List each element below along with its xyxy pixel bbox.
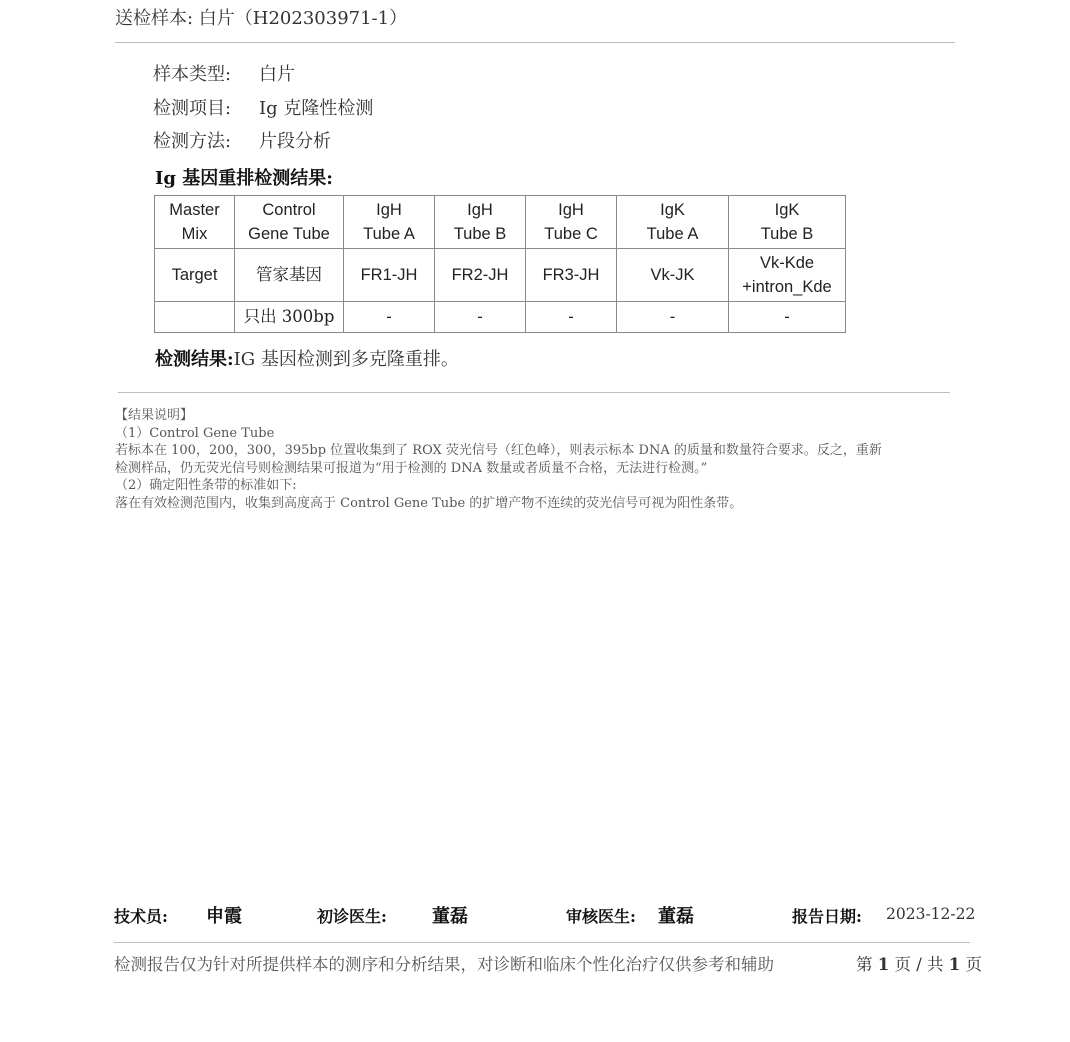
header-cell: IgK Tube B (729, 196, 846, 249)
table-cell: Vk-JK (617, 249, 729, 302)
section-divider (118, 392, 950, 393)
conclusion-text: IG 基因检测到多克隆重排。 (233, 349, 459, 370)
current-page: 1 (877, 955, 890, 974)
initial-doctor-name: 董磊 (432, 906, 468, 927)
info-row-test-method (153, 127, 331, 153)
table-cell: FR2-JH (435, 249, 526, 302)
footer-disclaimer: 检测报告仅为针对所提供样本的测序和分析结果，对诊断和临床个性化治疗仅供参考和辅助 (114, 955, 774, 974)
results-section-title: Ig 基因重排检测结果: (155, 168, 333, 189)
sample-type-label: 样本类型: (153, 64, 232, 85)
table-cell: Target (155, 249, 235, 302)
total-pages: 1 (948, 955, 961, 974)
header-divider (115, 42, 955, 43)
table-cell: - (729, 302, 846, 333)
technician-name: 申霞 (206, 906, 242, 927)
conclusion-label: 检测结果: (155, 349, 234, 370)
table-cell: 管家基因 (235, 249, 344, 302)
table-cell: - (617, 302, 729, 333)
info-row-sample-type (153, 60, 295, 86)
result-notes (115, 407, 882, 512)
notes-line: 检测样品，仍无荧光信号则检测结果可报道为“用于检测的 DNA 数量或者质量不合格，无法进行检测。” (115, 460, 708, 476)
table-row-result (155, 302, 846, 333)
table-cell: FR1-JH (344, 249, 435, 302)
info-row-test-item (153, 94, 373, 120)
page-indicator: 第 1 页 / 共 1 页 (856, 955, 983, 974)
header-cell: Master Mix (155, 196, 235, 249)
table-header-row (155, 196, 846, 249)
table-cell (155, 302, 235, 333)
notes-line: （2）确定阳性条带的标准如下: (115, 478, 297, 493)
table-row-target (155, 249, 846, 302)
header-cell: IgH Tube A (344, 196, 435, 249)
notes-line: （1）Control Gene Tube (115, 425, 275, 441)
footer-divider (114, 942, 970, 943)
conclusion (155, 345, 459, 371)
results-table (154, 195, 846, 333)
header-cell: Control Gene Tube (235, 196, 344, 249)
technician-label: 技术员: (114, 907, 168, 926)
initial-doctor-label: 初诊医生: (317, 907, 387, 926)
test-item-value: Ig 克隆性检测 (259, 98, 374, 119)
table-cell: - (526, 302, 617, 333)
test-item-label: 检测项目: (153, 98, 232, 119)
table-cell: - (435, 302, 526, 333)
notes-line: 若标本在 100，200，300，395bp 位置收集到了 ROX 荧光信号（红色峰），则表示标本 DNA 的质量和数量符合要求。反之，重新 (115, 443, 882, 458)
report-date-label: 报告日期: (792, 907, 862, 926)
review-doctor-label: 审核医生: (566, 907, 636, 926)
table-cell: 只出 300bp (235, 302, 344, 333)
test-method-value: 片段分析 (259, 131, 331, 152)
notes-heading: 【结果说明】 (115, 408, 194, 423)
header-cell: IgH Tube C (526, 196, 617, 249)
review-doctor-name: 董磊 (658, 906, 694, 927)
table-cell: - (344, 302, 435, 333)
header-cell: IgK Tube A (617, 196, 729, 249)
notes-line: 落在有效检测范围内，收集到高度高于 Control Gene Tube 的扩增产物不连续的荧光信号可视为阳性条带。 (115, 495, 743, 511)
header-cell: IgH Tube B (435, 196, 526, 249)
sample-type-value: 白片 (259, 64, 295, 85)
table-cell: Vk-Kde +intron_Kde (729, 249, 846, 302)
test-method-label: 检测方法: (153, 131, 232, 152)
table-cell: FR3-JH (526, 249, 617, 302)
sample-header: 送检样本: 白片（H202303971-1） (115, 8, 408, 29)
report-date-value: 2023-12-22 (886, 905, 976, 923)
